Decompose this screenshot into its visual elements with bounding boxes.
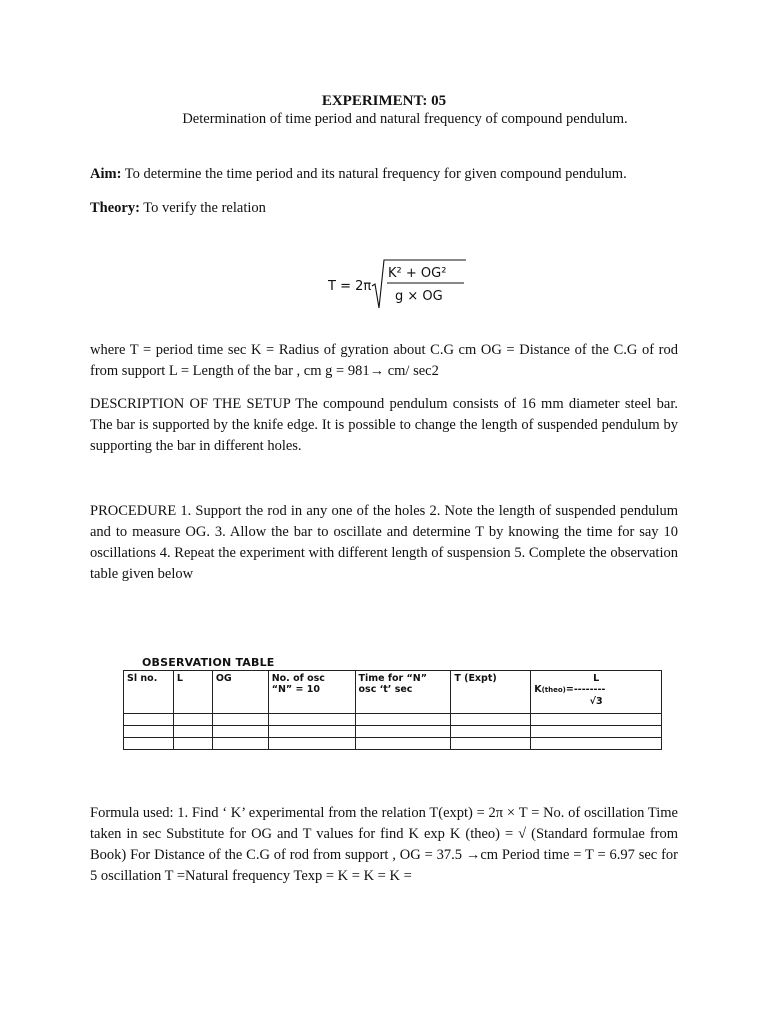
aim-paragraph bbox=[90, 164, 678, 185]
table-cell bbox=[531, 738, 662, 750]
table-header-row bbox=[124, 671, 662, 714]
formula-lhs: T = 2π bbox=[328, 279, 372, 294]
table-cell bbox=[268, 714, 355, 726]
header-sl-no: Sl no. bbox=[124, 671, 174, 714]
table-cell bbox=[212, 738, 268, 750]
formula-used-paragraph: Formula used: 1. Find ‘ K’ experimental from the relation T(expt) = 2π × T = No. of oscillation Time taken in sec Substitute for OG and T values for find K exp K (theo) = √ (Standard formulae from Book) For Distance of the C.G of rod from support , OG = 37.5 →cm Period time = T = 6.97 sec for 5 oscillation T =Natural frequency Texp = K = K = K = bbox=[90, 805, 678, 884]
procedure-paragraph: PROCEDURE 1. Support the rod in any one of the holes 2. Note the length of suspended pendulum and to measure OG. 3. Allow the bar to oscillate and determine T by knowing the time for say 10 oscillations 4. Repeat the experiment with different length of suspension 5. Complete the observation table given below bbox=[90, 503, 678, 582]
table-cell bbox=[451, 726, 531, 738]
header-k-sub: (theo) bbox=[541, 686, 566, 694]
experiment-title: EXPERIMENT: 05 bbox=[321, 93, 447, 109]
theory-paragraph bbox=[90, 198, 678, 219]
table-cell bbox=[531, 714, 662, 726]
table-cell bbox=[268, 738, 355, 750]
aim-label: Aim: bbox=[90, 166, 122, 182]
header-num-osc bbox=[268, 671, 355, 714]
header-k-suffix: =-------- bbox=[565, 684, 606, 695]
header-k-bottom: √3 bbox=[589, 696, 603, 707]
header-t-expt: T (Expt) bbox=[451, 671, 531, 714]
table-row bbox=[124, 726, 662, 738]
experiment-subtitle: Determination of time period and natural frequency of compound pendulum. bbox=[182, 111, 628, 127]
header-k-top: L bbox=[593, 673, 600, 684]
table-cell bbox=[355, 726, 451, 738]
table-cell bbox=[451, 714, 531, 726]
header-k-mid bbox=[534, 684, 658, 696]
formula-numerator: K² + OG² bbox=[388, 266, 447, 281]
header-k-theo bbox=[531, 671, 662, 714]
period-formula bbox=[328, 256, 468, 316]
table-cell bbox=[212, 726, 268, 738]
header-l: L bbox=[173, 671, 212, 714]
theory-text: To verify the relation bbox=[139, 200, 266, 216]
description-paragraph: DESCRIPTION OF THE SETUP The compound pendulum consists of 16 mm diameter steel bar. The bar is supported by the knife edge. It is possible to change the length of suspended pendulum by supporting the bar in different holes. bbox=[90, 396, 678, 454]
table-cell bbox=[268, 726, 355, 738]
table-cell bbox=[355, 714, 451, 726]
table-cell bbox=[531, 726, 662, 738]
table-cell bbox=[355, 738, 451, 750]
table-cell bbox=[173, 726, 212, 738]
header-k-prefix: K bbox=[534, 684, 542, 695]
where-paragraph: where T = period time sec K = Radius of gyration about C.G cm OG = Distance of the C.G of rod from support L = Length of the bar , cm g = 981→ cm/ sec2 bbox=[90, 342, 678, 379]
header-time-line1: Time for “N” bbox=[358, 673, 427, 684]
theory-label: Theory: bbox=[90, 200, 140, 216]
observation-table bbox=[123, 670, 662, 750]
table-row bbox=[124, 738, 662, 750]
table-cell bbox=[173, 714, 212, 726]
formula-denominator: g × OG bbox=[395, 289, 443, 304]
table-cell bbox=[124, 726, 174, 738]
table-cell bbox=[124, 738, 174, 750]
table-cell bbox=[124, 714, 174, 726]
table-cell bbox=[173, 738, 212, 750]
header-num-osc-line2: “N” = 10 bbox=[271, 684, 320, 695]
header-og: OG bbox=[212, 671, 268, 714]
table-cell bbox=[212, 714, 268, 726]
header-time-line2: osc ‘t’ sec bbox=[358, 684, 413, 695]
header-time bbox=[355, 671, 451, 714]
table-row bbox=[124, 714, 662, 726]
observation-table-title: OBSERVATION TABLE bbox=[142, 656, 275, 669]
table-cell bbox=[451, 738, 531, 750]
aim-text: To determine the time period and its natural frequency for given compound pendulum. bbox=[121, 166, 627, 182]
header-num-osc-line1: No. of osc bbox=[271, 673, 325, 684]
